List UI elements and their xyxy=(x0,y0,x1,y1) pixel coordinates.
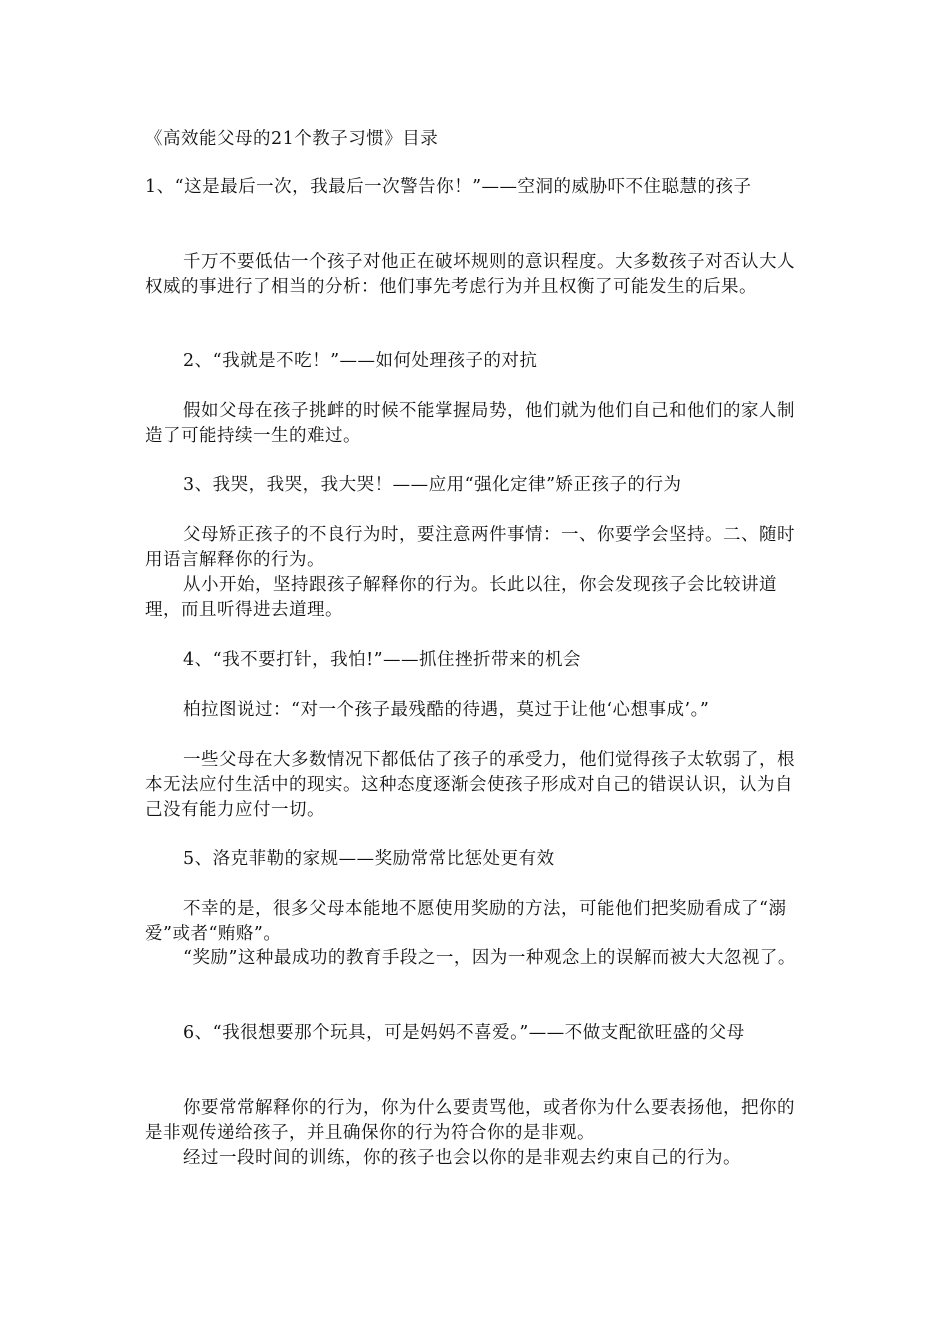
section-2-paragraph-1: 假如父母在孩子挑衅的时候不能掌握局势，他们就为他们自己和他们的家人制造了可能持续一生的难过。 xyxy=(145,401,795,446)
section-4-heading: 4、“我不要打针，我怕!”——抓住挫折带来的机会 xyxy=(183,650,582,670)
section-3-heading: 3、我哭，我哭，我大哭！——应用“强化定律”矫正孩子的行为 xyxy=(183,475,682,495)
section-5-heading: 5、洛克菲勒的家规——奖励常常比惩处更有效 xyxy=(183,849,555,869)
section-3-paragraph-2: 从小开始，坚持跟孩子解释你的行为。长此以往，你会发现孩子会比较讲道理，而且听得进去道理。 xyxy=(145,575,777,620)
section-2-heading: 2、“我就是不吃！”——如何处理孩子的对抗 xyxy=(183,351,538,371)
section-4-paragraph-2: 一些父母在大多数情况下都低估了孩子的承受力，他们觉得孩子太软弱了，根本无法应付生活中的现实。这种态度逐渐会使孩子形成对自己的错误认识，认为自己没有能力应付一切。 xyxy=(145,750,795,820)
document-title: 《高效能父母的21个教子习惯》目录 xyxy=(145,129,439,149)
section-3-paragraph-1: 父母矫正孩子的不良行为时，要注意两件事情：一、你要学会坚持。二、随时用语言解释你的行为。 xyxy=(145,525,795,570)
section-6-paragraph-1: 你要常常解释你的行为，你为什么要责骂他，或者你为什么要表扬他，把你的是非观传递给孩子，并且确保你的行为符合你的是非观。 xyxy=(145,1098,795,1143)
section-6-heading: 6、“我很想要那个玩具，可是妈妈不喜爱。”——不做支配欲旺盛的父母 xyxy=(183,1023,745,1043)
section-5-paragraph-1: 不幸的是，很多父母本能地不愿使用奖励的方法，可能他们把奖励看成了“溺爱”或者“贿赂”。 xyxy=(145,899,787,944)
section-5-paragraph-2: “奖励”这种最成功的教育手段之一，因为一种观念上的误解而被大大忽视了。 xyxy=(183,948,796,968)
section-4-paragraph-1: 柏拉图说过：“对一个孩子最残酷的待遇，莫过于让他‘心想事成’。” xyxy=(183,700,710,720)
section-6-paragraph-2: 经过一段时间的训练，你的孩子也会以你的是非观去约束自己的行为。 xyxy=(183,1148,741,1168)
section-1-paragraph-1: 千万不要低估一个孩子对他正在破坏规则的意识程度。大多数孩子对否认大人权威的事进行了相当的分析：他们事先考虑行为并且权衡了可能发生的后果。 xyxy=(145,252,795,297)
section-1-heading: 1、“这是最后一次，我最后一次警告你！”——空洞的威胁吓不住聪慧的孩子 xyxy=(145,177,752,197)
